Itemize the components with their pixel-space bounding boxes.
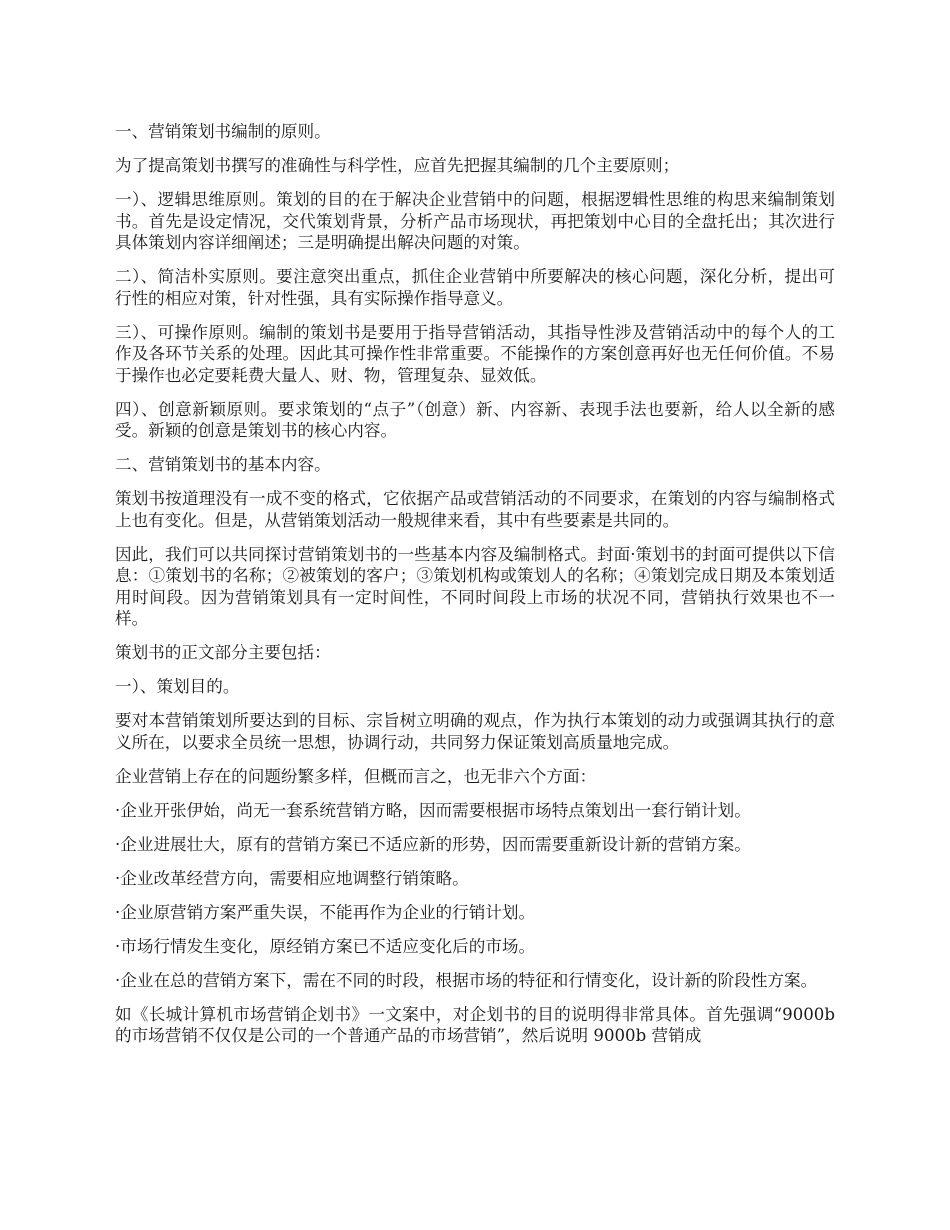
paragraph-intro: 为了提高策划书撰写的准确性与科学性，应首先把握其编制的几个主要原则；	[115, 156, 680, 175]
list-item: ·企业原营销方案严重失误，不能再作为企业的行销计划。	[115, 902, 536, 922]
paragraph-simplicity-principle: 二）、简洁朴实原则。要注意突出重点，抓住企业营销中所要解决的核心问题，深化分析，提出可行性的相应对策，针对性强，具有实际操作指导意义。	[115, 267, 835, 308]
section-heading-principles: 一、营销策划书编制的原则。	[115, 122, 331, 141]
paragraph-logic-principle: 一）、逻辑思维原则。策划的目的在于解决企业营销中的问题，根据逻辑性思维的构思来编制策划书。首先是设定情况，交代策划背景，分析产品市场现状，再把策划中心目的全盘托出；其次进行具体策划内容详细阐述；三是明确提出解决问题的对策。	[115, 190, 835, 252]
list-item: ·企业开张伊始，尚无一套系统营销方略，因而需要根据市场特点策划出一套行销计划。	[115, 800, 751, 820]
paragraph-format: 策划书按道理没有一成不变的格式，它依据产品或营销活动的不同要求，在策划的内容与编制格式上也有变化。但是，从营销策划活动一般规律来看，其中有些要素是共同的。	[115, 489, 835, 530]
paragraph-creativity-principle: 四）、创意新颖原则。要求策划的“点子”（创意）新、内容新、表现手法也要新，给人以全新的感受。新颖的创意是策划书的核心内容。	[115, 399, 835, 440]
list-item: ·企业在总的营销方案下，需在不同的时段，根据市场的特征和行情变化，设计新的阶段性方案。	[115, 970, 818, 990]
paragraph-cover: 因此，我们可以共同探讨营销策划书的一些基本内容及编制格式。封面·策划书的封面可提供以下信息：①策划书的名称；②被策划的客户；③策划机构或策划人的名称；④策划完成日期及本策划适用时间段。因为营销策划具有一定时间性，不同时间段上市场的状况不同，营销执行效果也不一样。	[115, 544, 835, 628]
paragraph-example: 如《长城计算机市场营销企划书》一文案中，对企划书的目的说明得非常具体。首先强调“9000b 的市场营销不仅仅是公司的一个普通产品的市场营销”，然后说明 9000b 营销成	[115, 1004, 835, 1045]
subheading-purpose: 一）、策划目的。	[115, 677, 240, 696]
document-body	[115, 121, 835, 1059]
list-item: ·市场行情发生变化，原经销方案已不适应变化后的市场。	[115, 936, 536, 956]
section-heading-contents: 二、营销策划书的基本内容。	[115, 455, 331, 474]
paragraph-purpose: 要对本营销策划所要达到的目标、宗旨树立明确的观点，作为执行本策划的动力或强调其执行的意义所在，以要求全员统一思想，协调行动，共同努力保证策划高质量地完成。	[115, 711, 835, 752]
paragraph-operability-principle: 三）、可操作原则。编制的策划书是要用于指导营销活动，其指导性涉及营销活动中的每个人的工作及各环节关系的处理。因此其可操作性非常重要。不能操作的方案创意再好也无任何价值。不易于操作也必定要耗费大量人、财、物，管理复杂、显效低。	[115, 322, 835, 385]
list-item: ·企业进展壮大，原有的营销方案已不适应新的形势，因而需要重新设计新的营销方案。	[115, 834, 751, 854]
paragraph-problems-intro: 企业营销上存在的问题纷繁多样，但概而言之，也无非六个方面：	[115, 766, 597, 786]
paragraph-body-intro: 策划书的正文部分主要包括：	[115, 643, 331, 662]
list-item: ·企业改革经营方向，需要相应地调整行销策略。	[115, 868, 469, 888]
